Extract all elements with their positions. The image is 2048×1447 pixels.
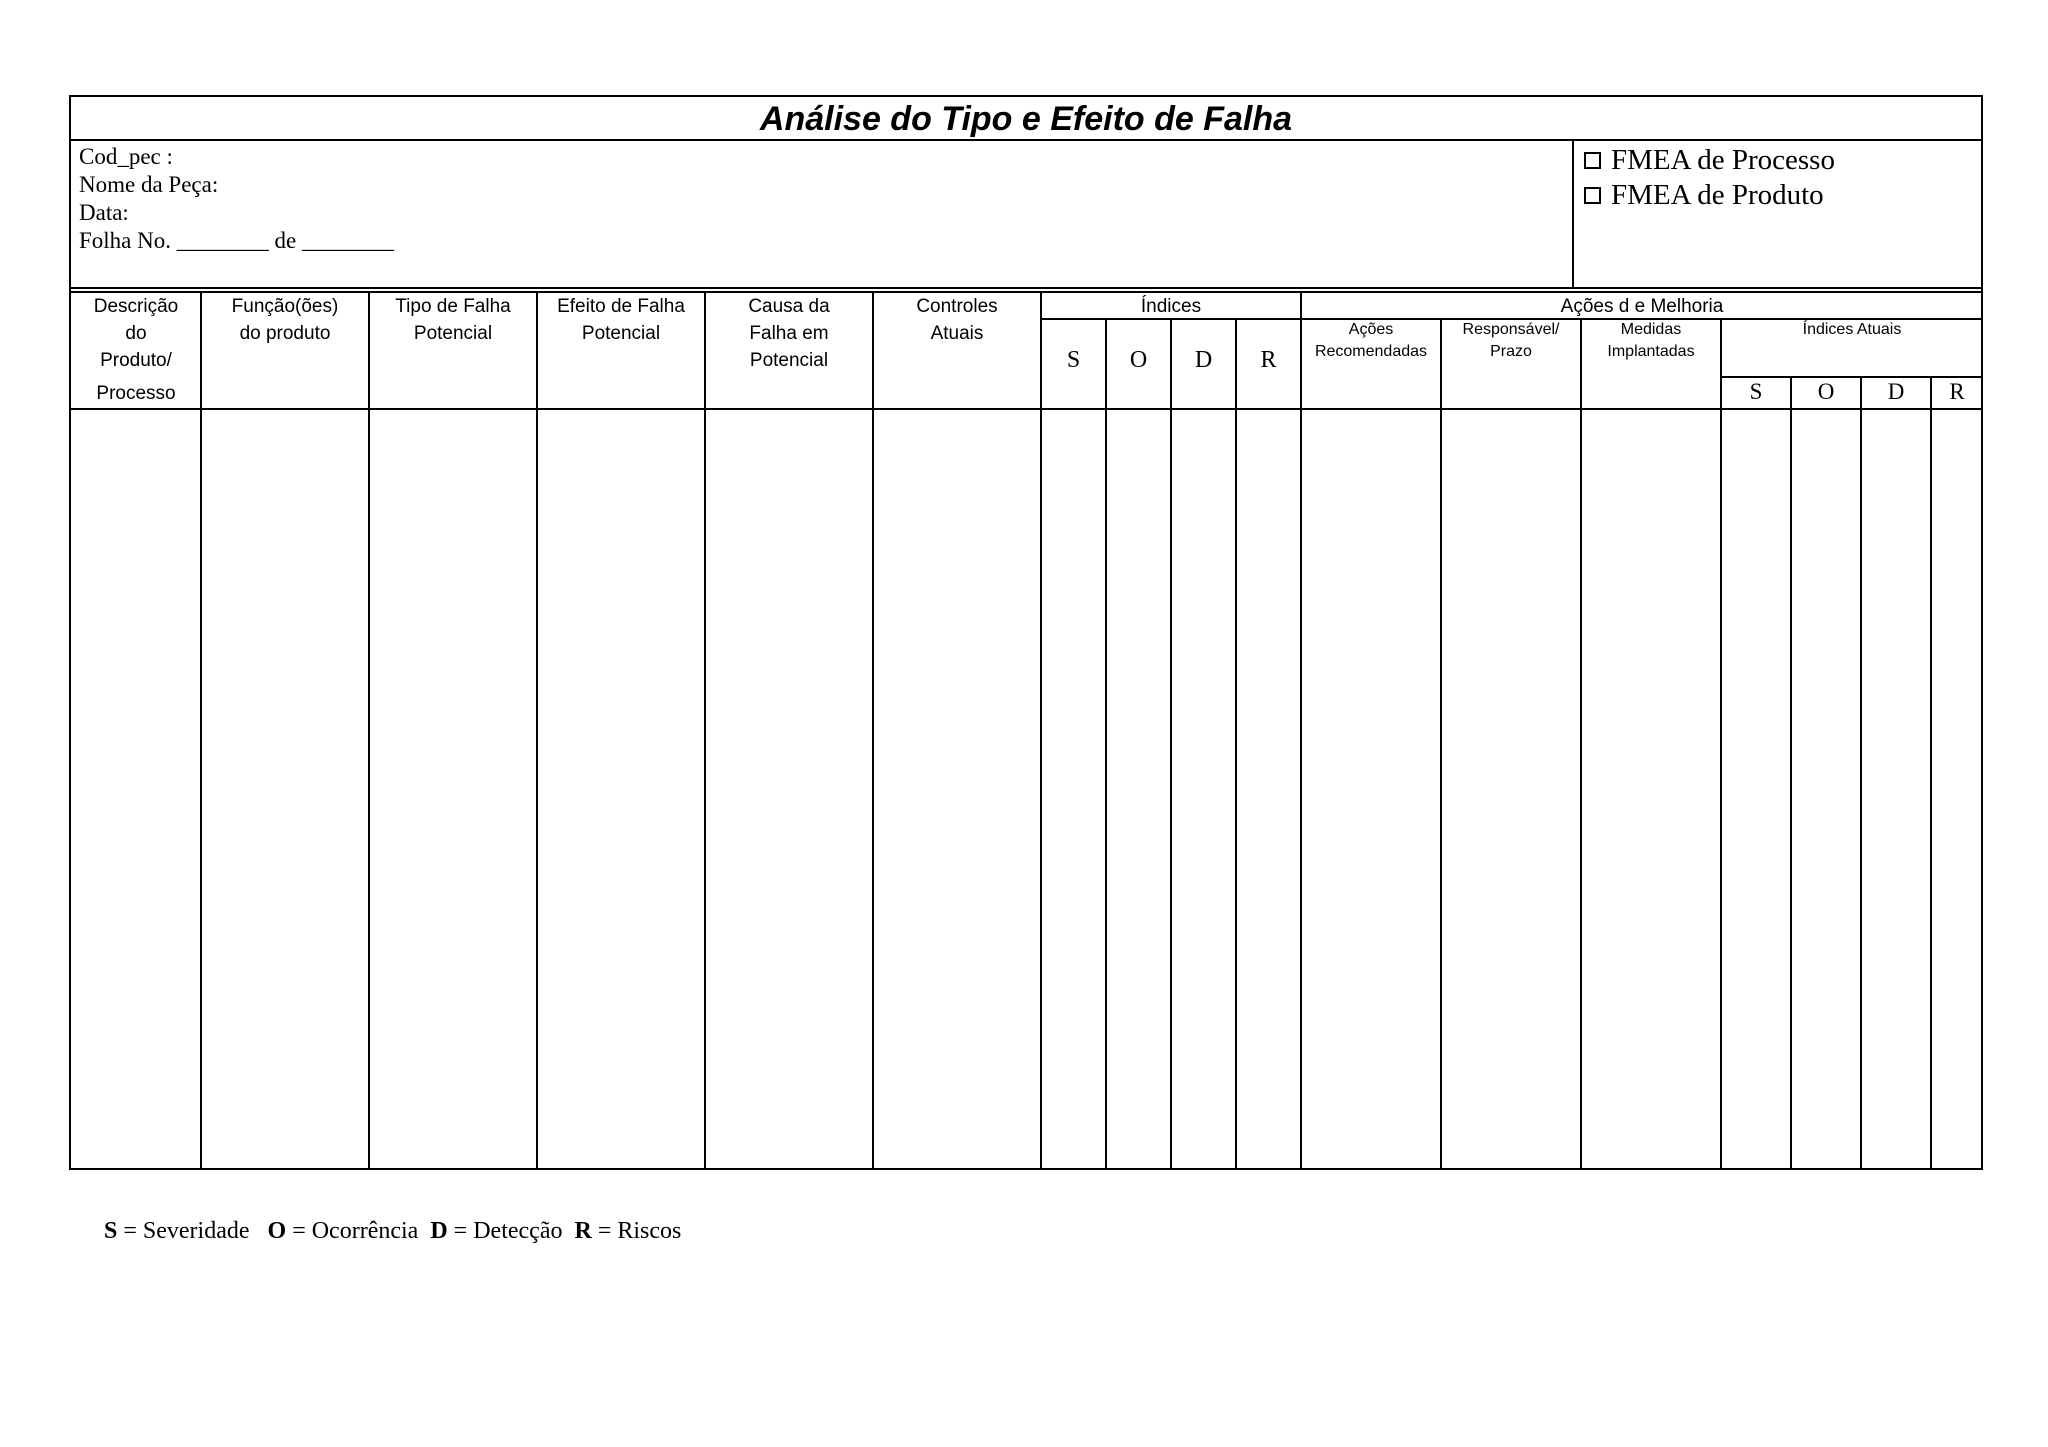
header-controles: Controles Atuais (916, 296, 998, 344)
data-label: Data: (79, 200, 129, 225)
header-funcao: Função(ões) do produto (231, 296, 339, 344)
legend-o-key: O (267, 1218, 287, 1244)
acoes-header-line (1301, 318, 1983, 320)
header-bottom-line (71, 408, 1983, 410)
col-divider (1580, 318, 1582, 1170)
header-efeito-falha: Efeito de Falha Potencial (557, 296, 685, 344)
col-divider (1930, 376, 1932, 1170)
legend-o-text: = Ocorrência (286, 1218, 419, 1244)
header-acoes-melhoria: Ações d e Melhoria (1560, 296, 1724, 317)
legend (104, 1218, 681, 1245)
fmea-produto-option[interactable] (1584, 178, 1981, 213)
header-indices: Índices (1140, 296, 1202, 317)
folha-label: Folha No. ________ de ________ (79, 228, 394, 253)
header-atuais-r: R (1949, 379, 1965, 404)
info-section (71, 141, 1574, 287)
header-indices-s: S (1066, 347, 1081, 373)
header-atuais-o: O (1817, 379, 1835, 404)
col-divider (704, 293, 706, 1170)
header-acoes-recomendadas: Ações Recomendadas (1314, 321, 1428, 360)
header-atuais-s: S (1749, 379, 1763, 404)
fmea-processo-checkbox[interactable] (1584, 152, 1601, 169)
legend-d-key: D (430, 1218, 448, 1244)
col-divider (1105, 318, 1107, 1170)
legend-s-key: S (104, 1218, 118, 1244)
fmea-processo-option[interactable] (1584, 143, 1981, 178)
header-descricao: Descrição do Produto/ Processo (93, 296, 179, 404)
cod-pec-label: Cod_pec : (79, 144, 173, 169)
col-divider (1860, 376, 1862, 1170)
col-divider (1235, 318, 1237, 1170)
header-indices-r: R (1260, 347, 1277, 373)
col-divider (368, 293, 370, 1170)
col-divider (1720, 318, 1722, 1170)
header-tipo-falha: Tipo de Falha Potencial (395, 296, 511, 344)
form-title: Análise do Tipo e Efeito de Falha (71, 97, 1981, 141)
fmea-form (69, 95, 1983, 1170)
col-divider (200, 293, 202, 1170)
col-divider (1170, 318, 1172, 1170)
indices-atuais-line (1721, 376, 1983, 378)
col-divider (536, 293, 538, 1170)
header-atuais-d: D (1887, 379, 1905, 404)
header-causa: Causa da Falha em Potencial (748, 296, 830, 371)
fmea-produto-label: FMEA de Produto (1611, 179, 1824, 211)
legend-r-text: = Riscos (591, 1218, 682, 1244)
header-responsavel: Responsável/ Prazo (1462, 321, 1560, 360)
header-medidas: Medidas Implantadas (1607, 321, 1695, 360)
col-divider (1040, 293, 1042, 1170)
fmea-processo-label: FMEA de Processo (1611, 144, 1835, 176)
header-indices-o: O (1129, 347, 1148, 373)
header-indices-atuais: Índices Atuais (1802, 321, 1902, 338)
col-divider (1790, 376, 1792, 1170)
col-divider (872, 293, 874, 1170)
fmea-type-section (1574, 141, 1981, 287)
legend-r-key: R (574, 1218, 592, 1244)
col-divider (1300, 293, 1302, 1170)
legend-s-text: = Severidade (117, 1218, 250, 1244)
fmea-produto-checkbox[interactable] (1584, 187, 1601, 204)
col-divider (1440, 318, 1442, 1170)
nome-peca-label: Nome da Peça: (79, 172, 219, 197)
header-indices-d: D (1194, 347, 1213, 373)
legend-d-text: = Detecção (447, 1218, 563, 1244)
